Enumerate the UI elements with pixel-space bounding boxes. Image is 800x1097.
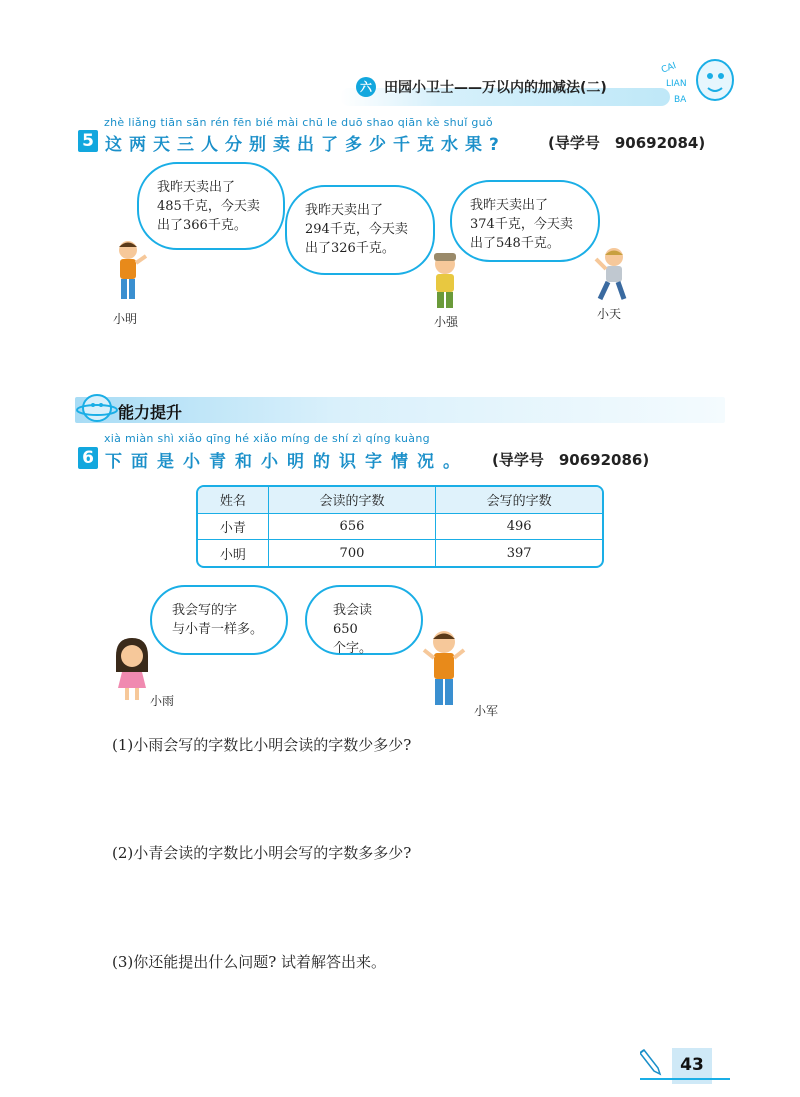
problem5-ref: (导学号 90692084) <box>548 134 706 152</box>
speech-bubble-xiaoqiang <box>285 185 435 275</box>
name-xiaojun: 小军 <box>474 704 499 718</box>
literacy-table <box>196 485 604 568</box>
speech-bubble-xiaoyu <box>150 585 288 655</box>
kid-xiaotian-illustration <box>590 245 634 303</box>
kid-xiaoming-illustration <box>108 238 152 306</box>
name-xiaoming: 小明 <box>113 312 138 326</box>
problem5-pinyin: zhè liǎng tiān sān rén fēn bié mài chū le duō shao qiān kè shuǐ guǒ <box>104 116 493 129</box>
planet-icon <box>76 388 118 426</box>
table-cell: 496 <box>436 513 602 540</box>
section-title: 能力提升 <box>118 403 183 422</box>
problem6-question: 下面是小青和小明的识字情况。 <box>105 452 469 472</box>
speech-text: 我会读650 个字。 <box>333 603 373 656</box>
table-row <box>198 513 602 540</box>
chapter-badge: 六 <box>356 77 376 97</box>
problem6-number: 6 <box>78 447 98 469</box>
table-row <box>198 540 602 566</box>
speech-text: 我会写的字 与小青一样多。 <box>172 603 264 637</box>
table-cell: 656 <box>268 513 436 540</box>
kid-xiaoqiang-illustration <box>425 250 465 310</box>
table-header: 会写的字数 <box>436 487 602 513</box>
page-number: 43 <box>680 1055 704 1075</box>
name-xiaotian: 小天 <box>597 307 622 321</box>
speech-bubble-xiaotian <box>450 180 600 262</box>
svg-text:BA: BA <box>674 95 687 105</box>
speech-bubble-xiaojun <box>305 585 423 655</box>
page-number-line <box>640 1078 730 1080</box>
boy-xiaojun-illustration <box>418 628 470 710</box>
sub-question-1: (1)小雨会写的字数比小明会读的字数少多少? <box>112 736 412 754</box>
chapter-title: 田园小卫士——万以内的加减法(二) <box>384 80 607 96</box>
table-header: 姓名 <box>198 487 268 513</box>
table-cell: 700 <box>268 540 436 566</box>
girl-xiaoyu-illustration <box>110 636 154 704</box>
name-xiaoyu: 小雨 <box>150 694 175 708</box>
speech-text: 我昨天卖出了 294千克，今天卖 出了326千克。 <box>305 203 408 256</box>
table-header: 会读的字数 <box>268 487 436 513</box>
problem5-number: 5 <box>78 130 98 152</box>
cailianba-logo <box>660 50 740 110</box>
svg-text:CAI: CAI <box>660 60 678 76</box>
pencil-icon <box>640 1046 664 1076</box>
svg-text:LIAN: LIAN <box>666 79 687 89</box>
sub-question-3: (3)你还能提出什么问题? 试着解答出来。 <box>112 953 387 971</box>
table-cell: 小青 <box>198 513 268 540</box>
table-cell: 小明 <box>198 540 268 566</box>
speech-text: 我昨天卖出了 485千克，今天卖 出了366千克。 <box>157 180 260 233</box>
table-header-row <box>198 487 602 513</box>
name-xiaoqiang: 小强 <box>434 315 459 329</box>
speech-text: 我昨天卖出了 374千克，今天卖 出了548千克。 <box>470 198 573 251</box>
problem6-ref: (导学号 90692086) <box>492 451 650 469</box>
table-cell: 397 <box>436 540 602 566</box>
problem6-pinyin: xià miàn shì xiǎo qīng hé xiǎo míng de shí zì qíng kuàng <box>104 432 430 445</box>
speech-bubble-xiaoming <box>137 162 285 250</box>
problem5-question: 这两天三人分别卖出了多少千克水果? <box>105 135 506 155</box>
sub-question-2: (2)小青会读的字数比小明会写的字数多多少? <box>112 844 412 862</box>
